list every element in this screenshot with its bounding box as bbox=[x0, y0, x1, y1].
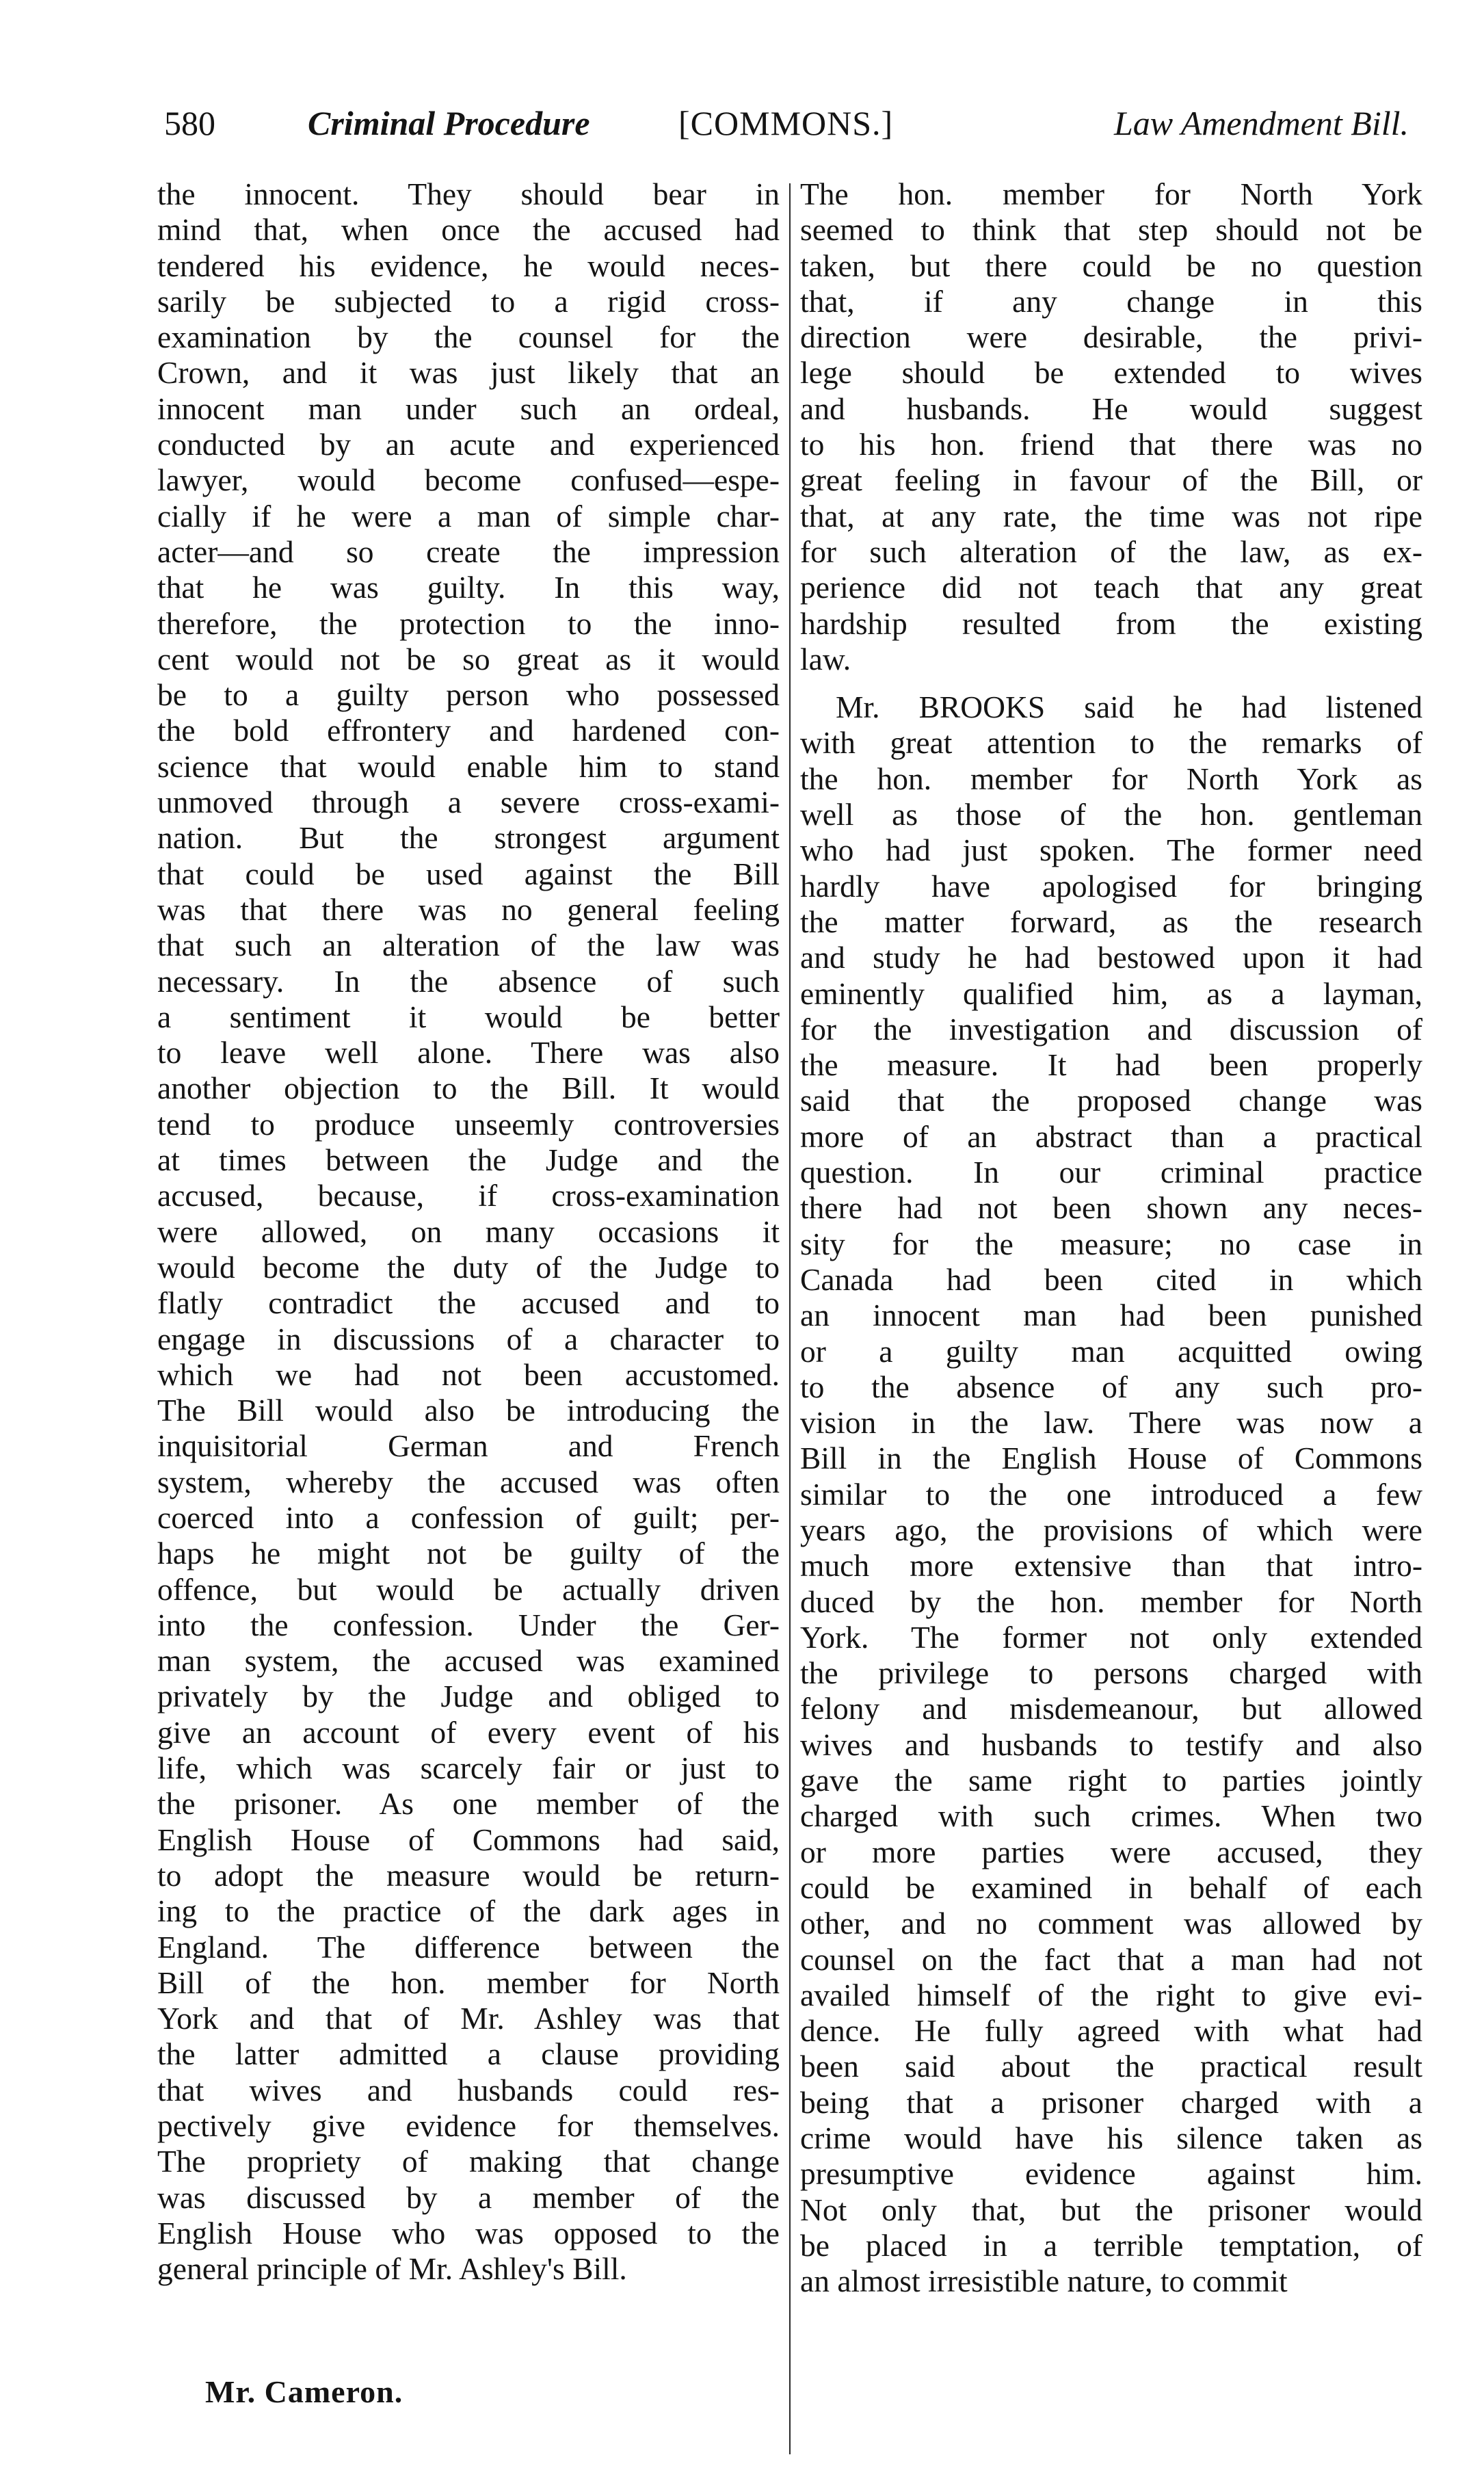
text-line: presumptive evidence against him. bbox=[800, 2156, 1422, 2192]
text-line: similar to the one introduced a few bbox=[800, 1476, 1422, 1512]
left-column bbox=[157, 176, 780, 2287]
text-line: flatly contradict the accused and to bbox=[157, 1285, 780, 1321]
text-line: tend to produce unseemly controversies bbox=[157, 1106, 780, 1142]
text-line: could be examined in behalf of each bbox=[800, 1869, 1422, 1905]
right-paragraph-2 bbox=[800, 690, 1422, 2299]
text-line: the innocent. They should bear in bbox=[157, 176, 780, 211]
text-line: for such alteration of the law, as ex- bbox=[800, 534, 1422, 569]
text-line: the hon. member for North York as bbox=[800, 761, 1422, 796]
text-line: the matter forward, as the research bbox=[800, 904, 1422, 939]
text-line: tendered his evidence, he would neces- bbox=[157, 248, 780, 283]
text-line: an almost irresistible nature, to commit bbox=[800, 2263, 1288, 2299]
text-line: the prisoner. As one member of the bbox=[157, 1786, 780, 1822]
text-line: felony and misdemeanour, but allowed bbox=[800, 1691, 1422, 1727]
text-line: who had just spoken. The former need bbox=[800, 832, 1422, 868]
text-line: question. In our criminal practice bbox=[800, 1155, 1422, 1190]
text-line: wives and husbands to testify and also bbox=[800, 1727, 1422, 1762]
text-line: much more extensive than that intro- bbox=[800, 1548, 1422, 1584]
text-line: innocent man under such an ordeal, bbox=[157, 391, 780, 426]
text-line: to leave well alone. There was also bbox=[157, 1035, 780, 1071]
text-line: duced by the hon. member for North bbox=[800, 1584, 1422, 1619]
running-head bbox=[164, 103, 1409, 144]
text-line: seemed to think that step should not be bbox=[800, 212, 1422, 248]
text-line: Crown, and it was just likely that an bbox=[157, 355, 780, 391]
text-line: England. The difference between the bbox=[157, 1929, 780, 1965]
text-line: inquisitorial German and French bbox=[157, 1428, 780, 1464]
text-line: haps he might not be guilty of the bbox=[157, 1536, 780, 1571]
text-line: The hon. member for North York bbox=[800, 176, 1422, 211]
text-line: law. bbox=[800, 641, 851, 677]
text-line: York. The former not only extended bbox=[800, 1619, 1422, 1655]
text-line: to the absence of any such pro- bbox=[800, 1369, 1422, 1404]
text-line: well as those of the hon. gentleman bbox=[800, 797, 1422, 832]
text-line: cially if he were a man of simple char- bbox=[157, 498, 780, 534]
running-title-center: [COMMONS.] bbox=[678, 104, 894, 142]
page-number: 580 bbox=[164, 104, 215, 142]
text-line: been said about the practical result bbox=[800, 2049, 1422, 2084]
text-line: English House of Commons had said, bbox=[157, 1822, 780, 1857]
text-line: that wives and husbands could res- bbox=[157, 2072, 780, 2108]
text-line: years ago, the provisions of which were bbox=[800, 1512, 1422, 1547]
text-line: the measure. It had been properly bbox=[800, 1047, 1422, 1083]
text-line: and husbands. He would suggest bbox=[800, 391, 1422, 426]
text-line: were allowed, on many occasions it bbox=[157, 1213, 780, 1249]
left-paragraph bbox=[157, 176, 780, 2287]
text-line: lawyer, would become confused—espe- bbox=[157, 462, 780, 498]
text-line: being that a prisoner charged with a bbox=[800, 2084, 1422, 2120]
text-line: for the investigation and discussion of bbox=[800, 1011, 1422, 1047]
text-line: great feeling in favour of the Bill, or bbox=[800, 462, 1422, 498]
text-line: English House who was opposed to the bbox=[157, 2215, 780, 2250]
right-paragraph-1 bbox=[800, 176, 1422, 677]
text-line: was that there was no general feeling bbox=[157, 891, 780, 927]
text-line: be placed in a terrible temptation, of bbox=[800, 2227, 1422, 2263]
text-line: Mr. BROOKS said he had listened bbox=[836, 690, 1422, 725]
text-line: science that would enable him to stand bbox=[157, 748, 780, 784]
text-line: crime would have his silence taken as bbox=[800, 2121, 1422, 2156]
text-line: direction were desirable, the privi- bbox=[800, 319, 1422, 355]
text-line: sarily be subjected to a rigid cross- bbox=[157, 283, 780, 319]
text-line: said that the proposed change was bbox=[800, 1083, 1422, 1118]
text-line: acter—and so create the impression bbox=[157, 534, 780, 569]
text-line: Bill of the hon. member for North bbox=[157, 1965, 780, 2000]
text-line: hardly have apologised for bringing bbox=[800, 868, 1422, 904]
text-line: necessary. In the absence of such bbox=[157, 963, 780, 999]
running-title-right: Law Amendment Bill. bbox=[1113, 104, 1409, 142]
text-line: Canada had been cited in which bbox=[800, 1261, 1422, 1297]
text-line: other, and no comment was allowed by bbox=[800, 1906, 1422, 1941]
text-line: and study he had bestowed upon it had bbox=[800, 940, 1422, 975]
text-line: that, if any change in this bbox=[800, 283, 1422, 319]
text-line: ing to the practice of the dark ages in bbox=[157, 1893, 780, 1929]
text-line: availed himself of the right to give evi- bbox=[800, 1977, 1422, 2012]
text-line: vision in the law. There was now a bbox=[800, 1405, 1422, 1441]
text-line: accused, because, if cross-examination bbox=[157, 1178, 780, 1213]
text-line: hardship resulted from the existing bbox=[800, 605, 1422, 641]
text-line: general principle of Mr. Ashley's Bill. bbox=[157, 2251, 627, 2287]
text-line: the bold effrontery and hardened con- bbox=[157, 713, 780, 748]
text-line: engage in discussions of a character to bbox=[157, 1321, 780, 1356]
text-line: Not only that, but the prisoner would bbox=[800, 2192, 1422, 2227]
text-line: nation. But the strongest argument bbox=[157, 820, 780, 856]
text-line: pectively give evidence for themselves. bbox=[157, 2108, 780, 2144]
text-line: that could be used against the Bill bbox=[157, 856, 780, 891]
text-line: or more parties were accused, they bbox=[800, 1834, 1422, 1869]
text-line: offence, but would be actually driven bbox=[157, 1571, 780, 1607]
text-line: The Bill would also be introducing the bbox=[157, 1393, 780, 1428]
text-line: coerced into a confession of guilt; per- bbox=[157, 1499, 780, 1535]
text-line: taken, but there could be no question bbox=[800, 248, 1422, 283]
right-column bbox=[800, 176, 1422, 2300]
text-line: unmoved through a severe cross-exami- bbox=[157, 785, 780, 820]
text-line: be to a guilty person who possessed bbox=[157, 677, 780, 713]
text-line: Bill in the English House of Commons bbox=[800, 1441, 1422, 1476]
text-line: perience did not teach that any great bbox=[800, 570, 1422, 605]
text-line: man system, the accused was examined bbox=[157, 1643, 780, 1679]
text-line: a sentiment it would be better bbox=[157, 999, 780, 1034]
text-line: York and that of Mr. Ashley was that bbox=[157, 2001, 780, 2036]
text-line: an innocent man had been punished bbox=[800, 1298, 1422, 1333]
text-line: lege should be extended to wives bbox=[800, 355, 1422, 391]
text-line: that he was guilty. In this way, bbox=[157, 570, 780, 605]
text-line: cent would not be so great as it would bbox=[157, 641, 780, 677]
catchword: Mr. Cameron. bbox=[205, 2374, 403, 2409]
text-line: that, at any rate, the time was not ripe bbox=[800, 498, 1422, 534]
text-line: was discussed by a member of the bbox=[157, 2179, 780, 2215]
column-divider bbox=[789, 183, 791, 2454]
text-line: life, which was scarcely fair or just to bbox=[157, 1750, 780, 1786]
text-line: conducted by an acute and experienced bbox=[157, 427, 780, 462]
text-line: give an account of every event of his bbox=[157, 1714, 780, 1750]
text-line: or a guilty man acquitted owing bbox=[800, 1333, 1422, 1369]
text-line: would become the duty of the Judge to bbox=[157, 1249, 780, 1285]
text-line: examination by the counsel for the bbox=[157, 319, 780, 355]
text-line: that such an alteration of the law was bbox=[157, 928, 780, 963]
text-line: there had not been shown any neces- bbox=[800, 1190, 1422, 1226]
text-line: the latter admitted a clause providing bbox=[157, 2036, 780, 2072]
text-line: dence. He fully agreed with what had bbox=[800, 2013, 1422, 2049]
text-line: the privilege to persons charged with bbox=[800, 1655, 1422, 1691]
text-line: counsel on the fact that a man had not bbox=[800, 1941, 1422, 1977]
text-line: to adopt the measure would be return- bbox=[157, 1857, 780, 1893]
text-line: which we had not been accustomed. bbox=[157, 1356, 780, 1392]
text-line: to his hon. friend that there was no bbox=[800, 427, 1422, 462]
text-line: gave the same right to parties jointly bbox=[800, 1763, 1422, 1798]
text-line: privately by the Judge and obliged to bbox=[157, 1679, 780, 1714]
running-title-left: Criminal Procedure bbox=[308, 104, 590, 142]
text-line: another objection to the Bill. It would bbox=[157, 1071, 780, 1106]
text-line: charged with such crimes. When two bbox=[800, 1798, 1422, 1834]
text-line: into the confession. Under the Ger- bbox=[157, 1607, 780, 1642]
text-line: with great attention to the remarks of bbox=[800, 725, 1422, 761]
text-line: eminently qualified him, as a layman, bbox=[800, 975, 1422, 1011]
text-line: system, whereby the accused was often bbox=[157, 1464, 780, 1499]
text-line: mind that, when once the accused had bbox=[157, 212, 780, 248]
text-line: more of an abstract than a practical bbox=[800, 1118, 1422, 1154]
text-line: sity for the measure; no case in bbox=[800, 1226, 1422, 1261]
text-line: The propriety of making that change bbox=[157, 2144, 780, 2179]
text-line: at times between the Judge and the bbox=[157, 1142, 780, 1178]
text-line: therefore, the protection to the inno- bbox=[157, 605, 780, 641]
